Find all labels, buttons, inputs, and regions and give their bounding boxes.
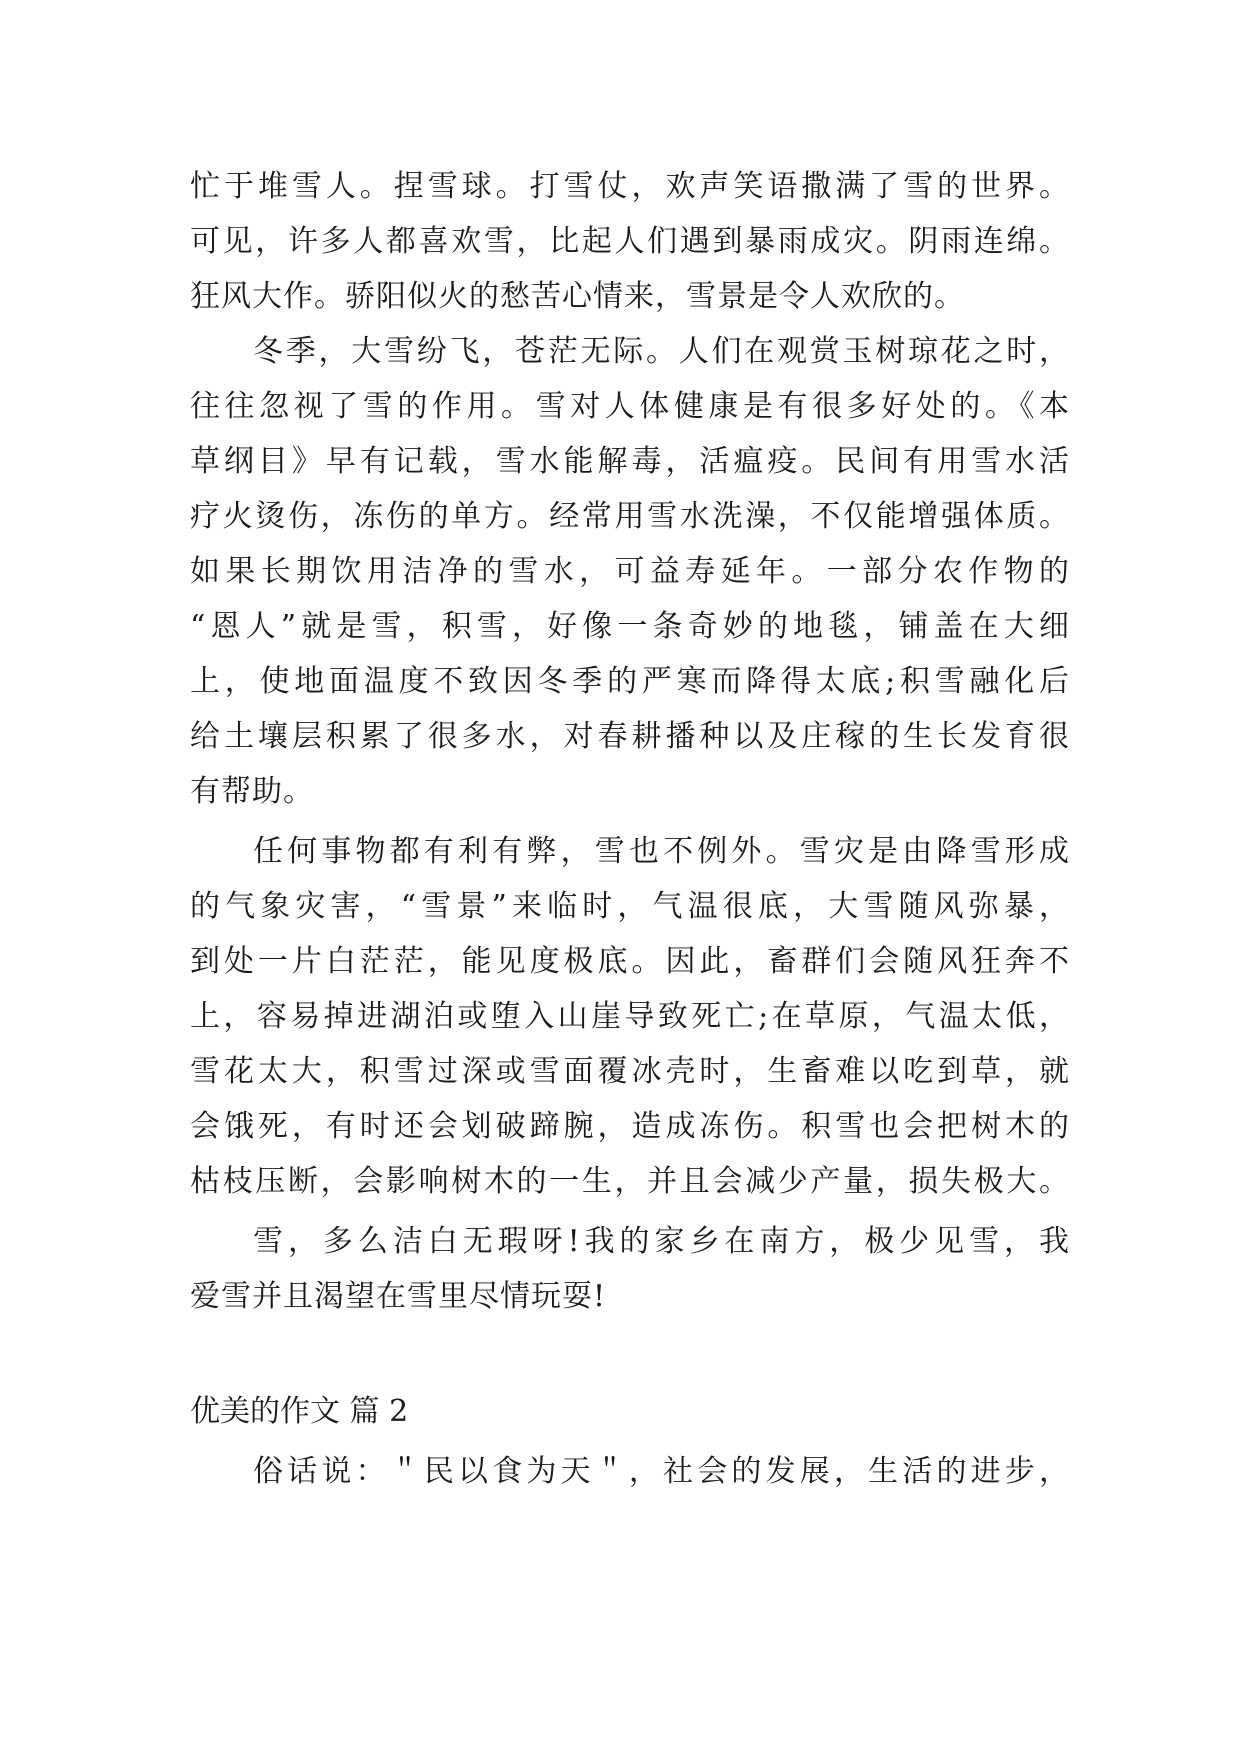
text-line: “恩人”就是雪，积雪，好像一条奇妙的地毯，铺盖在大细	[190, 609, 1070, 644]
text-line: 上，使地面温度不致因冬季的严寒而降得太底;积雪融化后	[190, 664, 1070, 699]
text-line: 爱雪并且渴望在雪里尽情玩耍!	[190, 1279, 607, 1314]
text-line: 往往忽视了雪的作用。雪对人体健康是有很多好处的。《本	[190, 389, 1070, 424]
text-line: 的气象灾害，“雪景”来临时，气温很底，大雪随风弥暴，	[190, 889, 1070, 924]
text-line: 任何事物都有利有弊，雪也不例外。雪灾是由降雪形成	[253, 834, 1070, 869]
text-line: 狂风大作。骄阳似火的愁苦心情来，雪景是令人欢欣的。	[190, 279, 965, 314]
text-line: 俗话说：＂民以食为天＂，社会的发展，生活的进步，	[253, 1454, 1070, 1489]
text-line: 到处一片白茫茫，能见度极底。因此，畜群们会随风狂奔不	[190, 944, 1070, 979]
text-line: 疗火烫伤，冻伤的单方。经常用雪水洗澡，不仅能增强体质。	[190, 499, 1070, 534]
text-line: 草纲目》早有记载，雪水能解毒，活瘟疫。民间有用雪水活	[190, 444, 1070, 479]
text-line: 冬季，大雪纷飞，苍茫无际。人们在观赏玉树琼花之时，	[253, 334, 1070, 369]
text-line: 会饿死，有时还会划破蹄腕，造成冻伤。积雪也会把树木的	[190, 1109, 1070, 1144]
text-line: 雪花太大，积雪过深或雪面覆冰壳时，生畜难以吃到草，就	[190, 1054, 1070, 1089]
text-line: 如果长期饮用洁净的雪水，可益寿延年。一部分农作物的	[190, 554, 1070, 589]
section-heading: 优美的作文 篇 2	[190, 1394, 409, 1429]
text-line: 给土壤层积累了很多水，对春耕播种以及庄稼的生长发育很	[190, 719, 1070, 754]
text-line: 雪，多么洁白无瑕呀!我的家乡在南方，极少见雪，我	[253, 1224, 1070, 1259]
text-line: 可见，许多人都喜欢雪，比起人们遇到暴雨成灾。阴雨连绵。	[190, 224, 1070, 259]
text-line: 忙于堆雪人。捏雪球。打雪仗，欢声笑语撒满了雪的世界。	[190, 169, 1070, 204]
text-line: 枯枝压断，会影响树木的一生，并且会减少产量，损失极大。	[190, 1164, 1070, 1199]
text-line: 有帮助。	[190, 774, 314, 809]
text-line: 上，容易掉进湖泊或堕入山崖导致死亡;在草原，气温太低，	[190, 999, 1070, 1034]
